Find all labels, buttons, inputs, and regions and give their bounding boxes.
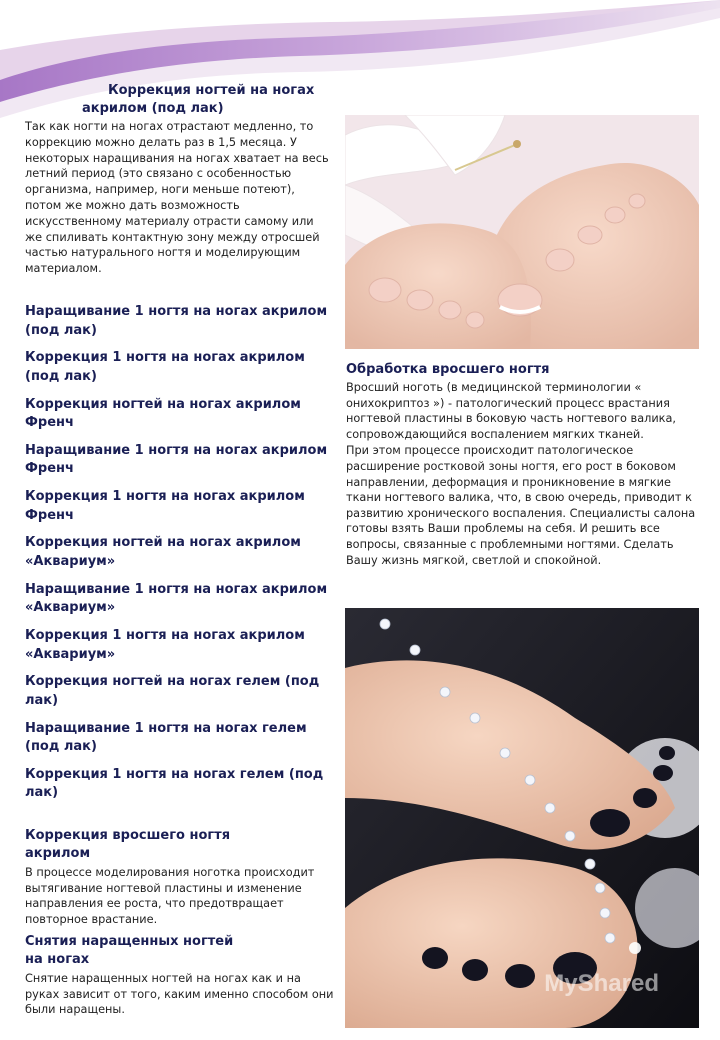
service-item: Коррекция 1 ногтя на ногах акрилом (под лак) <box>25 350 305 384</box>
removal-heading-line2: на ногах <box>25 952 90 967</box>
service-item: Наращивание 1 ногтя на ногах акрилом Френч <box>25 442 328 477</box>
removal-heading-line1: Снятия наращенных ногтей <box>25 934 234 949</box>
removal-section <box>25 933 337 1018</box>
service-item: Коррекция 1 ногтя на ногах гелем (под лак) <box>25 766 324 801</box>
ingrown-acrylic-heading <box>25 827 337 863</box>
service-item: Наращивание 1 ногтя на ногах акрилом «Аквариум» <box>25 581 328 616</box>
ingrown-treatment-heading: Обработка вросшего ногтя <box>346 362 550 377</box>
removal-heading <box>25 933 337 969</box>
ingrown-acrylic-section <box>25 827 337 927</box>
service-item: Наращивание 1 ногтя на ногах гелем (под лак) <box>25 720 307 755</box>
decorated-foot-illustration <box>345 608 699 1028</box>
ingrown-treatment-text1: Вросший ноготь (в медицинской терминологии « онихокриптоз ») - патологический процесс врастания ногтевой пластины в боковую часть ногтевого валика, сопровождающийся воспалением мягких тканей. <box>346 381 677 441</box>
page-title-line2: акрилом (под лак) <box>82 101 224 116</box>
service-item: Коррекция ногтей на ногах акрилом Френч <box>25 396 301 431</box>
ingrown-treatment-text2: При этом процессе происходит патологическое расширение ростковой зоны ногтя, его рост в боковом направлении, деформация и проникновение в мягкие ткани ногтевого валика, что, в свою очередь, приводит к развитию хронического воспаления. Специалисты салона готовы взять Ваши проблемы на себя. И решить все вопросы, связанные с проблемными ногтями. Сделать Вашу жизнь мягкой, светлой и спокойной. <box>346 444 696 567</box>
services-list <box>25 303 330 812</box>
intro-text: Так как ногти на ногах отрастают медленно, то коррекцию можно делать раз в 1,5 месяца. У некоторых наращивания на ногах хватает на весь летний период (это связано с особенностью организма, например, ноги меньше потеют), потом же можно дать возможность искусственному материалу отрасти самому или же спиливать контактную зону между отросшей частью натурального ногтя и моделирующим материалом. <box>25 120 329 276</box>
page-title <box>82 82 332 118</box>
decorated-foot-photo <box>345 608 699 1028</box>
page-title-line1: Коррекция ногтей на ногах <box>108 83 315 98</box>
ingrown-treatment-section <box>346 361 696 568</box>
service-item: Наращивание 1 ногтя на ногах акрилом (под лак) <box>25 304 328 338</box>
service-item: Коррекция 1 ногтя на ногах акрилом «Аквариум» <box>25 628 305 662</box>
service-item: Коррекция 1 ногтя на ногах акрилом Френч <box>25 489 305 523</box>
removal-text: Снятие наращенных ногтей на ногах как и на руках зависит от того, каким именно способом они были наращены. <box>25 972 334 1017</box>
ingrown-acrylic-heading-line1: Коррекция вросшего ногтя <box>25 828 231 843</box>
service-item: Коррекция ногтей на ногах гелем (под лак) <box>25 674 320 708</box>
feet-lily-illustration <box>345 115 699 349</box>
ingrown-acrylic-text: В процессе моделирования ноготка происходит вытягивание ногтевой пластины и изменение направления ее роста, что предотвращает повторное врастание. <box>25 866 315 926</box>
ingrown-acrylic-heading-line2: акрилом <box>25 846 91 861</box>
feet-lily-photo <box>345 115 699 349</box>
watermark-text: MyShared <box>544 970 659 997</box>
service-item: Коррекция ногтей на ногах акрилом «Аквариум» <box>25 535 301 569</box>
